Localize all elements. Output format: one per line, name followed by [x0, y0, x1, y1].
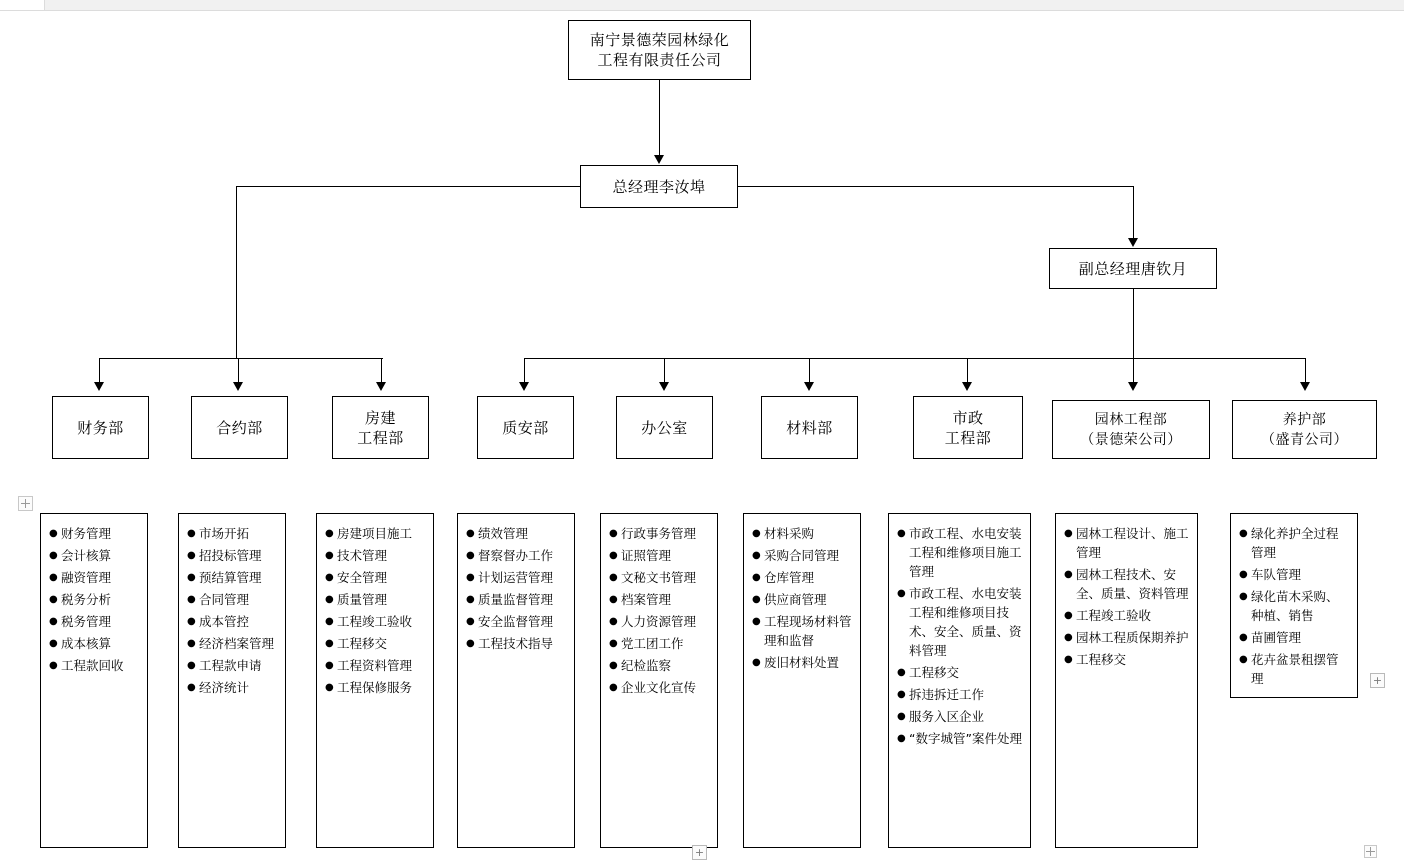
dept-title-quality-line-1: 质安部 — [502, 418, 549, 437]
dept-title-municipal[interactable] — [913, 396, 1023, 459]
list-item: ● 花卉盆景租摆管理 — [1239, 650, 1349, 688]
list-item: ● 工程竣工验收 — [325, 612, 425, 631]
list-item: ● 园林工程技术、安全、质量、资料管理 — [1064, 565, 1189, 603]
list-item: ● 安全监督管理 — [466, 612, 566, 631]
arrow-housing — [376, 382, 386, 391]
dept-duties-office[interactable] — [600, 513, 718, 848]
list-item: ● 采购合同管理 — [752, 546, 852, 565]
bus-left — [99, 358, 383, 359]
dept-title-municipal-line-2: 工程部 — [944, 428, 992, 447]
list-item: ● 工程款回收 — [49, 656, 139, 675]
dept-title-housing[interactable] — [332, 396, 429, 459]
arrow-contract — [233, 382, 243, 391]
list-item: ● 成本管控 — [187, 612, 277, 631]
list-item: ● 苗圃管理 — [1239, 628, 1349, 647]
list-item: ● 服务入区企业 — [897, 707, 1022, 726]
drop-housing — [381, 358, 382, 382]
dept-title-contract-line-1: 合约部 — [216, 418, 263, 437]
node-deputy-manager[interactable] — [1049, 248, 1217, 289]
dept-title-housing-line-1: 房建 — [364, 408, 396, 427]
dept-title-maintenance-line-2: （盛青公司） — [1261, 431, 1348, 448]
arrow-company-gm — [654, 155, 664, 164]
list-item: ● 工程款申请 — [187, 656, 277, 675]
arrow-municipal — [962, 382, 972, 391]
drop-landscape — [1133, 358, 1134, 382]
list-item: ● 会计核算 — [49, 546, 139, 565]
arrow-office — [659, 382, 669, 391]
dept-duties-material[interactable] — [743, 513, 861, 848]
node-company-line-2: 工程有限责任公司 — [597, 51, 722, 69]
list-item: ● 供应商管理 — [752, 590, 852, 609]
dept-duties-landscape[interactable] — [1055, 513, 1198, 848]
arrow-finance — [94, 382, 104, 391]
dept-duties-quality[interactable] — [457, 513, 575, 848]
list-item: ● 园林工程设计、施工管理 — [1064, 524, 1189, 562]
list-item: ● 工程移交 — [325, 634, 425, 653]
list-item: ● “数字城管”案件处理 — [897, 729, 1022, 748]
dept-duties-office-list — [609, 524, 709, 697]
list-item: ● 材料采购 — [752, 524, 852, 543]
list-item: ● 文秘文书管理 — [609, 568, 709, 587]
dept-duties-contract[interactable] — [178, 513, 286, 848]
list-item: ● 技术管理 — [325, 546, 425, 565]
connector-gm-deputy-h — [738, 186, 1134, 187]
list-item: ● 人力资源管理 — [609, 612, 709, 631]
list-item: ● 绿化养护全过程管理 — [1239, 524, 1349, 562]
node-general-manager[interactable] — [580, 165, 738, 208]
list-item: ● 工程资料管理 — [325, 656, 425, 675]
dept-duties-housing-list — [325, 524, 425, 697]
dept-title-contract[interactable] — [191, 396, 288, 459]
dept-duties-maintenance[interactable] — [1230, 513, 1358, 698]
dept-title-office[interactable] — [616, 396, 713, 459]
node-company[interactable] — [568, 20, 751, 80]
list-item: ● 经济统计 — [187, 678, 277, 697]
list-item: ● 党工团工作 — [609, 634, 709, 653]
list-item: ● 仓库管理 — [752, 568, 852, 587]
list-item: ● 质量管理 — [325, 590, 425, 609]
list-item: ● 工程技术指导 — [466, 634, 566, 653]
list-item: ● 督察督办工作 — [466, 546, 566, 565]
move-handle-left[interactable] — [18, 496, 33, 511]
drop-finance — [99, 358, 100, 382]
dept-duties-landscape-list — [1064, 524, 1189, 669]
list-item: ● 税务管理 — [49, 612, 139, 631]
dept-title-maintenance-line-1: 养护部 — [1282, 411, 1327, 428]
arrow-quality — [519, 382, 529, 391]
list-item: ● 财务管理 — [49, 524, 139, 543]
list-item: ● 税务分析 — [49, 590, 139, 609]
dept-title-finance-line-1: 财务部 — [77, 418, 124, 437]
dept-duties-maintenance-list — [1239, 524, 1349, 688]
dept-title-landscape-line-1: 园林工程部 — [1094, 411, 1168, 428]
page-top-margin-bar — [0, 0, 1404, 11]
list-item: ● 纪检监察 — [609, 656, 709, 675]
list-item: ● 计划运营管理 — [466, 568, 566, 587]
connector-gm-deputy-v — [1133, 186, 1134, 238]
list-item: ● 市政工程、水电安装工程和维修项目施工管理 — [897, 524, 1022, 581]
dept-title-municipal-line-1: 市政 — [952, 408, 984, 427]
list-item: ● 工程现场材料管理和监督 — [752, 612, 852, 650]
add-column-right-button[interactable]: + — [1370, 673, 1385, 688]
dept-title-landscape-line-2: （景德荣公司） — [1080, 431, 1182, 448]
resize-handle-bottom-right[interactable] — [1364, 845, 1377, 858]
arrow-landscape — [1128, 382, 1138, 391]
list-item: ● 工程移交 — [1064, 650, 1189, 669]
dept-title-landscape[interactable] — [1052, 400, 1210, 459]
connector-deputy-down — [1133, 289, 1134, 358]
dept-title-office-line-1: 办公室 — [641, 418, 688, 437]
list-item: ● 预结算管理 — [187, 568, 277, 587]
dept-title-quality[interactable] — [477, 396, 574, 459]
list-item: ● 工程移交 — [897, 663, 1022, 682]
list-item: ● 企业文化宣传 — [609, 678, 709, 697]
list-item: ● 招投标管理 — [187, 546, 277, 565]
dept-duties-municipal-list — [897, 524, 1022, 748]
dept-title-finance[interactable] — [52, 396, 149, 459]
dept-duties-material-list — [752, 524, 852, 672]
dept-duties-contract-list — [187, 524, 277, 697]
list-item: ● 融资管理 — [49, 568, 139, 587]
list-item: ● 市政工程、水电安装工程和维修项目技术、安全、质量、资料管理 — [897, 584, 1022, 660]
arrow-maintenance — [1300, 382, 1310, 391]
drop-material — [809, 358, 810, 382]
list-item: ● 合同管理 — [187, 590, 277, 609]
dept-duties-housing[interactable] — [316, 513, 434, 848]
list-item: ● 档案管理 — [609, 590, 709, 609]
list-item: ● 拆违拆迁工作 — [897, 685, 1022, 704]
dept-title-material[interactable] — [761, 396, 858, 459]
drop-quality — [524, 358, 525, 382]
list-item: ● 行政事务管理 — [609, 524, 709, 543]
node-company-line-1: 南宁景德荣园林绿化 — [589, 31, 730, 49]
list-item: ● 绿化苗木采购、种植、销售 — [1239, 587, 1349, 625]
drop-contract — [238, 358, 239, 382]
connector-gm-left-v — [236, 186, 237, 358]
connector-gm-left-h — [236, 186, 581, 187]
list-item: ● 工程竣工验收 — [1064, 606, 1189, 625]
dept-title-maintenance[interactable] — [1232, 400, 1377, 459]
drop-maintenance — [1305, 358, 1306, 382]
list-item: ● 房建项目施工 — [325, 524, 425, 543]
add-row-bottom-button[interactable]: + — [692, 845, 707, 860]
node-deputy-manager-label: 副总经理唐钦月 — [1078, 259, 1188, 278]
list-item: ● 质量监督管理 — [466, 590, 566, 609]
arrow-material — [804, 382, 814, 391]
dept-duties-quality-list — [466, 524, 566, 653]
list-item: ● 证照管理 — [609, 546, 709, 565]
drop-office — [664, 358, 665, 382]
node-general-manager-label: 总经理李汝埠 — [612, 177, 706, 196]
list-item: ● 安全管理 — [325, 568, 425, 587]
list-item: ● 园林工程质保期养护 — [1064, 628, 1189, 647]
dept-duties-municipal[interactable] — [888, 513, 1031, 848]
dept-title-material-line-1: 材料部 — [786, 418, 833, 437]
dept-duties-finance-list — [49, 524, 139, 675]
dept-title-housing-line-2: 工程部 — [357, 428, 404, 447]
list-item: ● 成本核算 — [49, 634, 139, 653]
list-item: ● 市场开拓 — [187, 524, 277, 543]
list-item: ● 绩效管理 — [466, 524, 566, 543]
list-item: ● 废旧材料处置 — [752, 653, 852, 672]
list-item: ● 车队管理 — [1239, 565, 1349, 584]
page-top-margin-corner — [0, 0, 45, 10]
list-item: ● 工程保修服务 — [325, 678, 425, 697]
bus-right — [524, 358, 1306, 359]
list-item: ● 经济档案管理 — [187, 634, 277, 653]
connector-company-gm — [659, 80, 660, 155]
drop-municipal — [967, 358, 968, 382]
arrow-gm-deputy — [1128, 238, 1138, 247]
dept-duties-finance[interactable] — [40, 513, 148, 848]
